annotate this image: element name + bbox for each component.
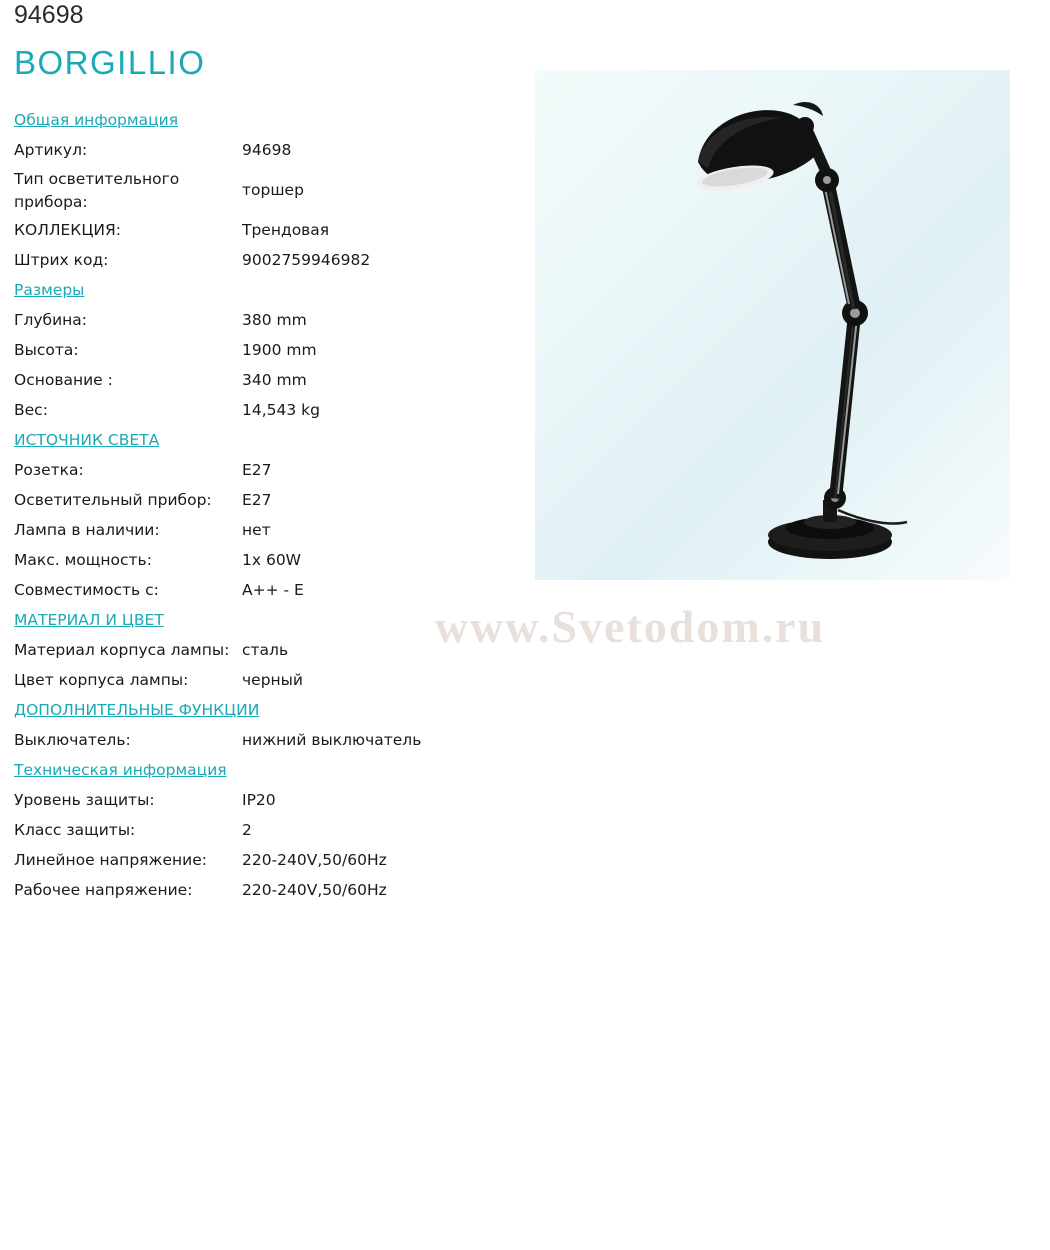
spec-section-title: Размеры	[14, 281, 85, 299]
spec-row	[14, 875, 514, 905]
spec-value: 220-240V,50/60Hz	[242, 881, 387, 899]
spec-value: 1900 mm	[242, 341, 317, 359]
spec-value: торшер	[242, 181, 304, 199]
spec-row	[14, 245, 514, 275]
spec-value: нет	[242, 521, 271, 539]
spec-section-title: ИСТОЧНИК СВЕТА	[14, 431, 160, 449]
spec-section-title: Техническая информация	[14, 761, 227, 779]
spec-value: 340 mm	[242, 371, 307, 389]
spec-label: Макс. мощность:	[14, 551, 152, 569]
spec-label: Выключатель:	[14, 731, 131, 749]
spec-label: Штрих код:	[14, 251, 109, 269]
spec-value: 94698	[242, 141, 292, 159]
spec-label: Уровень защиты:	[14, 791, 155, 809]
spec-row	[14, 815, 514, 845]
spec-value: E27	[242, 491, 272, 509]
spec-row	[14, 135, 514, 165]
spec-label: КОЛЛЕКЦИЯ:	[14, 221, 121, 239]
spec-label: Рабочее напряжение:	[14, 881, 193, 899]
spec-row	[14, 305, 514, 335]
spec-label: Глубина:	[14, 311, 88, 329]
spec-value: E27	[242, 461, 272, 479]
spec-label: Тип осветительного прибора:	[14, 170, 180, 211]
spec-section-title: Общая информация	[14, 111, 179, 129]
watermark-text: www.Svetodom.ru	[434, 601, 826, 652]
spec-value: A++ - E	[242, 581, 304, 599]
spec-row	[14, 215, 514, 245]
spec-row	[14, 635, 514, 665]
spec-value: 9002759946982	[242, 251, 371, 269]
product-image-panel	[535, 70, 1010, 580]
spec-value: 14,543 kg	[242, 401, 320, 419]
spec-row	[14, 395, 514, 425]
spec-label: Лампа в наличии:	[14, 521, 160, 539]
spec-value: нижний выключатель	[242, 731, 422, 749]
spec-value: сталь	[242, 641, 289, 659]
spec-row	[14, 845, 514, 875]
spec-label: Линейное напряжение:	[14, 851, 207, 869]
spec-row	[14, 455, 514, 485]
spec-row	[14, 665, 514, 695]
product-sku: 94698	[14, 1, 84, 29]
spec-label: Розетка:	[14, 461, 84, 479]
product-title: BORGILLIO	[14, 44, 206, 81]
spec-row	[14, 545, 514, 575]
spec-label: Осветительный прибор:	[14, 491, 212, 509]
spec-row	[14, 365, 514, 395]
spec-row	[14, 785, 514, 815]
spec-label: Класс защиты:	[14, 821, 136, 839]
spec-value: 1x 60W	[242, 551, 302, 569]
spec-value: 220-240V,50/60Hz	[242, 851, 387, 869]
spec-row	[14, 515, 514, 545]
spec-label: Совместимость с:	[14, 581, 159, 599]
specifications-table	[14, 105, 514, 905]
spec-section-title: МАТЕРИАЛ И ЦВЕТ	[14, 611, 164, 629]
spec-value: 380 mm	[242, 311, 307, 329]
spec-label: Основание :	[14, 371, 113, 389]
spec-label: Материал корпуса лампы:	[14, 641, 230, 659]
floor-lamp-illustration	[535, 70, 1010, 580]
spec-value: 2	[242, 821, 252, 839]
spec-value: черный	[242, 671, 303, 689]
spec-label: Вес:	[14, 401, 48, 419]
spec-value: IP20	[242, 791, 276, 809]
spec-row	[14, 725, 514, 755]
spec-value: Трендовая	[242, 221, 330, 239]
spec-row	[14, 165, 514, 215]
spec-label: Цвет корпуса лампы:	[14, 671, 189, 689]
spec-label: Артикул:	[14, 141, 88, 159]
spec-row	[14, 485, 514, 515]
spec-section-title: ДОПОЛНИТЕЛЬНЫЕ ФУНКЦИИ	[14, 701, 260, 719]
spec-label: Высота:	[14, 341, 79, 359]
spec-row	[14, 575, 514, 605]
spec-row	[14, 335, 514, 365]
